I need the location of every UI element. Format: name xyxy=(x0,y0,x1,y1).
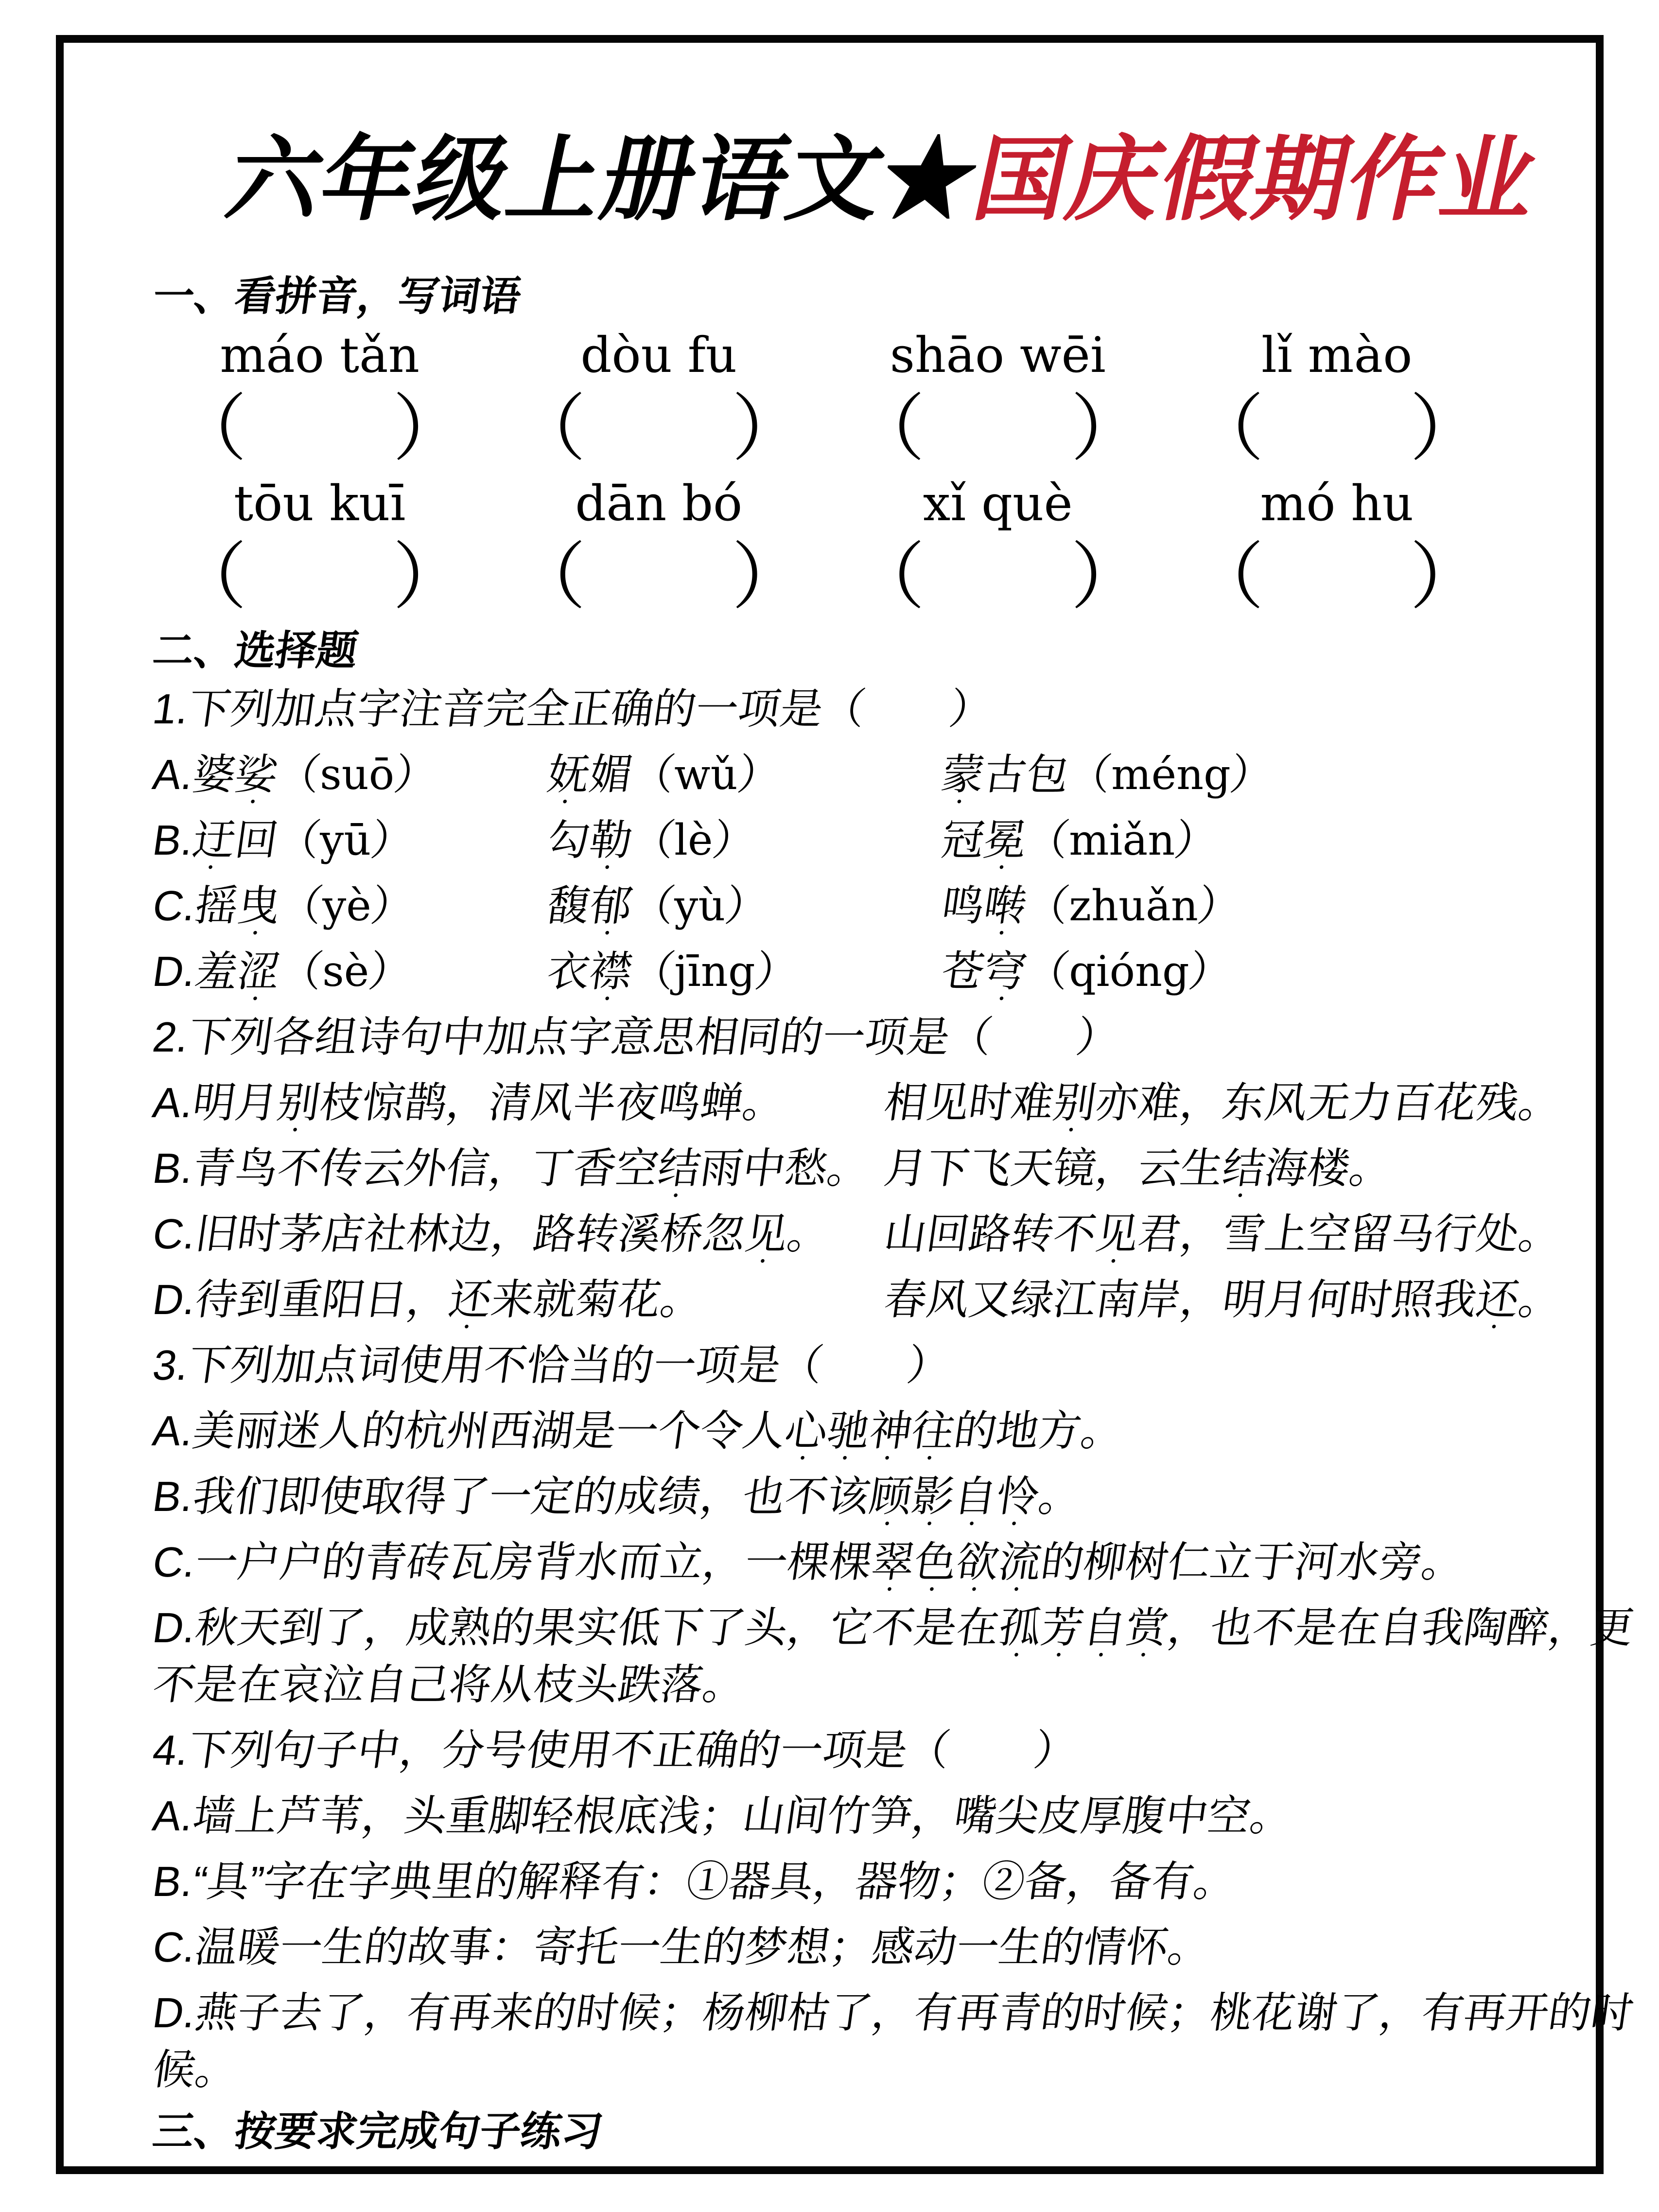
answer-blank: （ ） xyxy=(174,536,466,617)
q2-option-b-left: B.青鸟不传云外信，丁香空结 ●雨中愁。 xyxy=(150,1147,888,1190)
q1-option-d-item-3: 苍穹 ●（qióng） xyxy=(939,950,1590,993)
q1-option-a-item-3: 蒙 ●古包（méng） xyxy=(939,754,1590,796)
section2-heading: 二、选择题 xyxy=(150,628,361,673)
q3-option-b: B.我们即使取得了一定的成绩，也不该顾 ●影 ●自 ●怜 ●。 xyxy=(150,1475,1590,1518)
q1-option-b xyxy=(150,815,1590,865)
q3-stem: 3.下列加点词使用不恰当的一项是（ ） xyxy=(150,1342,953,1389)
pinyin-word: tōu kuī xyxy=(233,475,406,532)
q1-option-a-item-2: 妩 ●媚（wǔ） xyxy=(544,754,944,796)
answer-blank-row-2 xyxy=(150,536,1584,617)
q2-option-a xyxy=(150,1079,1590,1126)
pinyin-word: xǐ què xyxy=(923,475,1073,532)
q2-option-b xyxy=(150,1147,1590,1190)
q3-option-a: A.美丽迷人的杭州西湖是一个令人心 ●驰 ●神 ●往 ●的地方。 xyxy=(150,1410,1590,1452)
q4-option-c: C.温暖一生的故事：寄托一生的梦想；感动一生的情怀。 xyxy=(150,1924,1214,1971)
answer-blank: （ ） xyxy=(513,387,805,469)
q3-option-d-continuation: 不是在哀泣自己将从枝头跌落。 xyxy=(150,1661,749,1708)
pinyin-word: máo tǎn xyxy=(220,327,420,384)
section3-heading: 三、按要求完成句子练习 xyxy=(150,2108,606,2154)
q2-stem: 2.下列各组诗句中加点字意思相同的一项是（ ） xyxy=(150,1014,1122,1061)
q1-option-b-item-3: 冠冕 ●（miǎn） xyxy=(939,819,1590,861)
answer-blank: （ ） xyxy=(852,536,1144,617)
q3-option-c: C.一户户的青砖瓦房背水而立，一棵棵翠 ●色 ●欲 ●流 ●的柳树仁立于河水旁。 xyxy=(150,1541,1590,1583)
q4-stem: 4.下列句子中，分号使用不正确的一项是（ ） xyxy=(150,1727,1080,1774)
q1-option-c-item-2: 馥郁 ●（yù） xyxy=(544,885,944,927)
section1-heading: 一、看拼音，写词语 xyxy=(150,273,524,319)
q1-option-d-item-1: D.羞涩 ●（sè） xyxy=(150,950,550,993)
q1-option-b-item-2: 勾勒 ●（lè） xyxy=(544,819,944,861)
q2-option-c-left: C.旧时茅店社林边，路转溪桥忽见 ●。 xyxy=(150,1213,888,1255)
pinyin-word: shāo wēi xyxy=(890,327,1106,384)
answer-blank: （ ） xyxy=(513,536,805,617)
q1-option-a xyxy=(150,750,1590,799)
q1-option-c-item-3: 鸣啭 ●（zhuǎn） xyxy=(939,885,1590,927)
q2-option-a-left: A.明月别 ●枝惊鹊，清风半夜鸣蝉。 xyxy=(150,1082,888,1124)
q2-option-c-right: 山回路转不见 ●君，雪上空留马行处。 xyxy=(882,1213,1590,1255)
q4-option-b: B.“具”字在字典里的解释有：①器具，器物；②备，备有。 xyxy=(150,1858,1240,1905)
q1-option-c-item-1: C.摇曳 ●（yè） xyxy=(150,885,550,927)
answer-blank: （ ） xyxy=(1191,536,1483,617)
answer-blank: （ ） xyxy=(852,387,1144,469)
q2-option-d-left: D.待到重阳日，还 ●来就菊花。 xyxy=(150,1279,888,1321)
pinyin-word: mó hu xyxy=(1260,475,1414,532)
q4-option-a: A.墙上芦苇，头重脚轻根底浅；山间竹笋，嘴尖皮厚腹中空。 xyxy=(150,1792,1296,1840)
page-title-black: 六年级上册语文★ xyxy=(218,128,987,231)
q1-option-d-item-2: 衣襟 ●（jīng） xyxy=(544,950,944,993)
pinyin-word: dān bó xyxy=(575,475,743,532)
page-border-frame xyxy=(56,35,1637,2174)
page-title-red: 国庆假期作业 xyxy=(965,128,1547,231)
q2-option-b-right: 月下飞天镜，云生结 ●海楼。 xyxy=(882,1147,1590,1190)
answer-blank: （ ） xyxy=(174,387,466,469)
q2-option-c xyxy=(150,1211,1590,1258)
q1-option-c xyxy=(150,881,1590,930)
page-title xyxy=(150,106,1616,254)
q2-option-d-right: 春风又绿江南岸，明月何时照我还 ●。 xyxy=(882,1279,1590,1321)
q1-option-d xyxy=(150,947,1590,996)
q4-option-d-continuation: 候。 xyxy=(150,2046,241,2093)
q4-option-d: D.燕子去了，有再来的时候；杨柳枯了，有再青的时候；桃花谢了，有再开的时 xyxy=(150,1989,1637,2036)
answer-blank-row-1 xyxy=(150,387,1584,469)
pinyin-word: lǐ mào xyxy=(1261,327,1413,384)
q2-option-d xyxy=(150,1276,1590,1323)
pinyin-word: dòu fu xyxy=(580,327,737,384)
answer-blank: （ ） xyxy=(1191,387,1483,469)
q1-stem: 1.下列加点字注音完全正确的一项是（ ） xyxy=(150,685,995,733)
q3-option-d: D.秋天到了，成熟的果实低下了头，它不是在孤 ●芳 ●自 ●赏 ●，也不是在自我陶醉，更 xyxy=(150,1607,1590,1649)
q1-option-a-item-1: A.婆娑 ●（suō） xyxy=(150,754,550,796)
pinyin-row-1 xyxy=(150,327,1584,384)
pinyin-row-2 xyxy=(150,475,1584,532)
q2-option-a-right: 相见时难别 ●亦难，东风无力百花残。 xyxy=(882,1082,1590,1124)
q1-option-b-item-1: B.迂 ●回（yū） xyxy=(150,819,550,861)
